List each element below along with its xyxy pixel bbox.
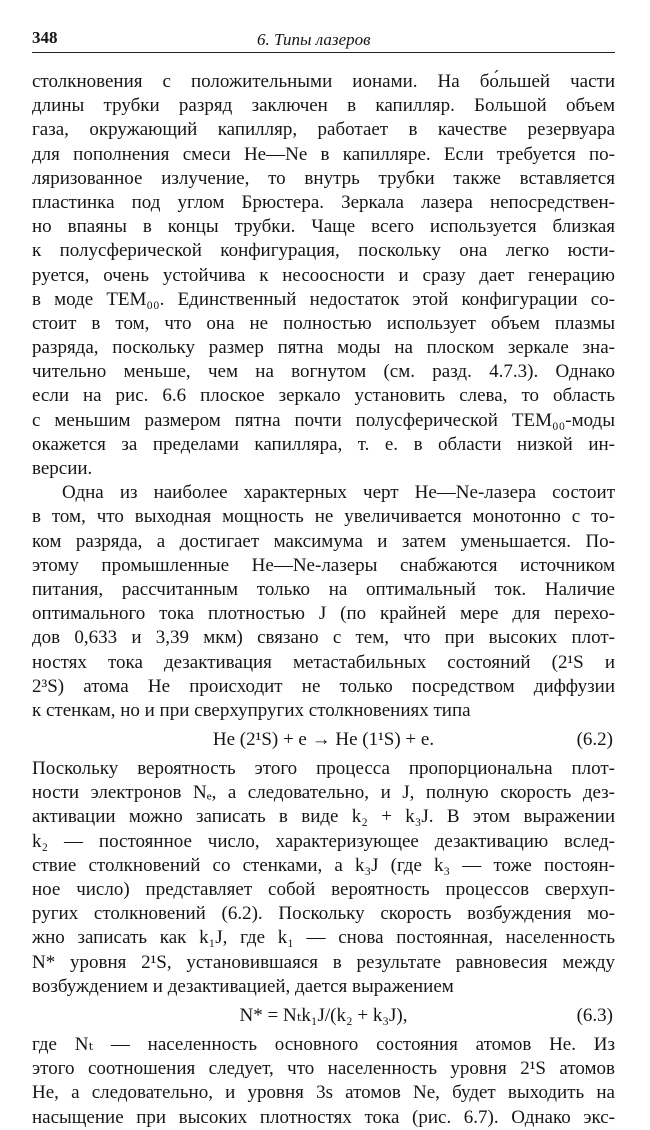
equation-number: (6.3) — [576, 1004, 613, 1026]
text-line: ностях тока дезактивация метастабильных состояний (2¹S и — [32, 651, 615, 673]
text-line: ное число) представляет собой вероятность процессов сверхуп- — [32, 879, 615, 900]
text-line: питания, рассчитанным только на оптимальный ток. Наличие — [32, 578, 615, 600]
text-line: k₂ — постоянное число, характеризующее дезактивацию вслед- — [32, 830, 615, 852]
text-line: где Nₜ — населенность основного состояния атомов He. Из — [32, 1033, 615, 1055]
page-body — [32, 70, 615, 1130]
page-number: 348 — [32, 28, 58, 47]
text-line: дов 0,633 и 3,39 мкм) связано с тем, что при высоких плот- — [32, 627, 615, 649]
text-line: ляризованное излучение, то внутрь трубки также вставляется — [32, 167, 615, 189]
text-line: газа, окружающий капилляр, работает в качестве резервуара — [32, 119, 615, 141]
text-line: ствие столкновений со стенками, а k₃J (где k₃ — тоже постоян- — [32, 854, 615, 876]
text-line: оптимального тока плотностью J (по крайней мере для перехо- — [32, 603, 615, 625]
text-line: активации можно записать в виде k₂ + k₃J. В этом выражении — [32, 806, 615, 828]
text-line: Одна из наиболее характерных черт He—Ne-лазера состоит — [62, 482, 615, 504]
text-line: если на рис. 6.6 плоское зеркало установить слева, то область — [32, 385, 615, 407]
text-line: пластинка под углом Брюстера. Зеркала лазера непосредствен- — [32, 191, 615, 213]
text-line: этого соотношения следует, что населенность уровня 2¹S атомов — [32, 1058, 615, 1080]
text-line: для пополнения смеси He—Ne в капилляре. Если требуется по- — [32, 143, 615, 165]
text-line: версии. — [32, 458, 93, 479]
equation-expression: He (2¹S) + e → He (1¹S) + e. — [212, 729, 435, 751]
text-line: в моде TEM₀₀. Единственный недостаток этой конфигурации со- — [32, 288, 615, 310]
text-line: с меньшим размером пятна почти полусферической TEM₀₀-моды — [32, 409, 615, 431]
text-line: ругих столкновений (6.2). Поскольку скорость возбуждения мо- — [32, 903, 615, 925]
text-line: этому промышленные He—Ne-лазеры снабжаются источником — [32, 554, 615, 576]
text-line: N* уровня 2¹S, установившаяся в результате равновесия между — [32, 951, 615, 973]
text-line: ком разряда, а достигает максимума и затем уменьшается. По- — [32, 530, 615, 552]
text-line: длины трубки разряд заключен в капилляр. Большой объем — [32, 95, 615, 117]
text-line: в том, что выходная мощность не увеличивается монотонно с то- — [32, 506, 615, 528]
equation-6-2 — [32, 723, 615, 757]
text-line: но впаяны в концы трубки. Чаще всего используется близкая — [32, 216, 615, 238]
text-line: He, а следовательно, и уровня 3s атомов Ne, будет выходить на — [32, 1082, 615, 1104]
text-line: к полусферической конфигурация, поскольку она легко юсти- — [32, 240, 615, 262]
text-line: насыщение при высоких плотностях тока (рис. 6.7). Однако экс- — [32, 1106, 615, 1128]
equation-6-3 — [32, 999, 615, 1033]
equation-number: (6.2) — [576, 729, 613, 751]
text-line: ности электронов Nₑ, а следовательно, и J, полную скорость дез- — [32, 782, 615, 804]
text-line: столкновения с положительными ионами. На бо́льшей части — [32, 71, 615, 92]
text-line: руется, очень устойчива к несоосности и сразу дает генерацию — [32, 264, 615, 286]
text-line: жно записать как k₁J, где k₁ — снова постоянная, населенность — [32, 927, 615, 949]
text-line: Поскольку вероятность этого процесса пропорциональна плот- — [32, 758, 615, 780]
text-line: окажется за пределами капилляра, т. е. в области низкой ин- — [32, 433, 615, 455]
running-header — [32, 22, 615, 53]
text-line: стоит в том, что она не полностью использует объем плазмы — [32, 312, 615, 334]
text-line: чительно меньше, чем на вогнутом (см. разд. 4.7.3). Однако — [32, 361, 615, 383]
equation-expression: N* = Nₜk₁J/(k₂ + k₃J), — [239, 1004, 408, 1026]
text-line: 2³S) атома He происходит не только посредством диффузии — [32, 675, 615, 697]
text-line: разряда, поскольку размер пятна моды на плоском зеркале зна- — [32, 337, 615, 359]
text-line: к стенкам, но и при сверхупругих столкновениях типа — [32, 699, 471, 721]
text-line: возбуждением и дезактивацией, дается выражением — [32, 975, 454, 997]
running-title: 6. Типы лазеров — [257, 30, 371, 49]
